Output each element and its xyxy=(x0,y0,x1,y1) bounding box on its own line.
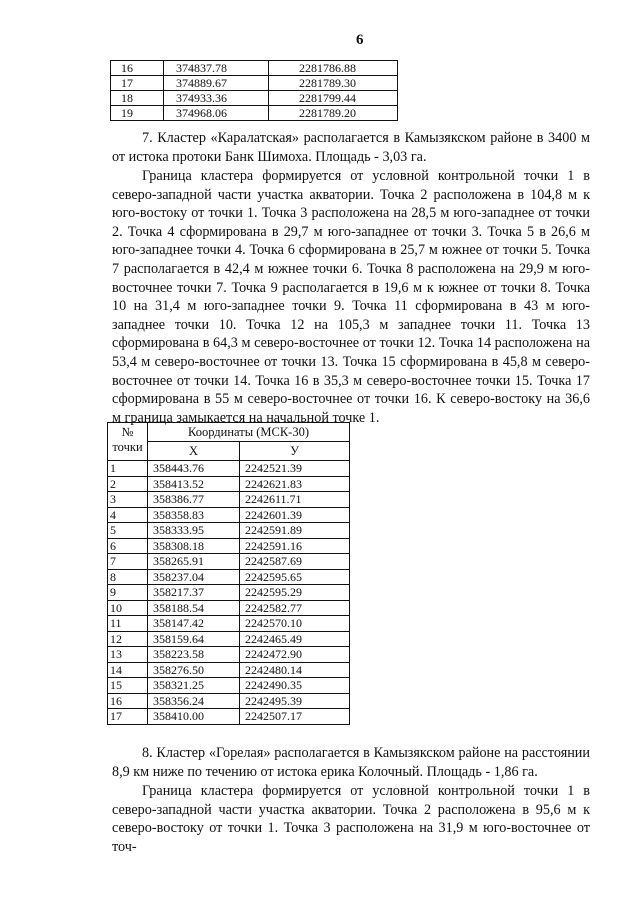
table-cell: 2281789.20 xyxy=(269,106,398,121)
table-cell: 358223.58 xyxy=(148,647,240,663)
table-row xyxy=(108,523,350,539)
table-cell: 19 xyxy=(111,106,164,121)
table-cell: 18 xyxy=(111,91,164,106)
table-cell: 17 xyxy=(108,709,148,725)
table-row xyxy=(111,61,398,76)
table-cell: 7 xyxy=(108,554,148,570)
table-cell: 2242591.16 xyxy=(240,538,350,554)
table-cell: 358265.91 xyxy=(148,554,240,570)
table-cell: 374933.36 xyxy=(164,91,269,106)
table-cell: 10 xyxy=(108,600,148,616)
table-row xyxy=(108,693,350,709)
table-cell: 17 xyxy=(111,76,164,91)
table-cell: 16 xyxy=(111,61,164,76)
table-row xyxy=(108,678,350,694)
cluster-8-description: Граница кластера формируется от условной контрольной точки 1 в северо-западной части участка акватории. Точка 2 расположена в 95,6 м к северо-востоку от точки 1. Точка 3 расположена на 31,9 м юго-восточнее от точ- xyxy=(112,783,590,855)
table-cell: 358308.18 xyxy=(148,538,240,554)
cluster-7-heading: 7. Кластер «Каралатская» располагается в Камызякском районе в 3400 м от истока протоки Банк Шимоха. Площадь - 3,03 га. xyxy=(112,130,590,165)
table-cell: 374837.78 xyxy=(164,61,269,76)
table-cell: 2242582.77 xyxy=(240,600,350,616)
coord-table-head xyxy=(108,423,350,461)
cluster-7-description: Граница кластера формируется от условной контрольной точки 1 в северо-западной части участка акватории. Точка 2 расположена в 104,8 м к юго-востоку от точки 1. Точка 3 расположена на 28,5 м юго-западнее от точки 2. Точка 4 сформирована в 29,7 м юго-западнее от точки 3. Точка 5 в 26,6 м юго-западнее точки 4. Точка 6 сформирована в 25,7 м южнее от точки 5. Точка 7 располагается в 42,4 м южнее точки 6. Точка 8 расположена на 29,9 м юго-восточнее точки 7. Точка 9 располагается в 19,6 м к южнее от точки 8. Точка 10 на 31,4 м юго-западнее точки 9. Точка 11 сформирована в 43 м юго-западнее точки 10. Точка 12 на 105,3 м западнее точки 11. Точка 13 сформирована в 64,3 м северо-восточнее от точки 12. Точка 14 расположена на 53,4 м северо-восточнее от точки 13. Точка 15 сформирована в 45,8 м северо-восточнее от точки 14. Точка 16 в 35,3 м северо-восточнее точки 15. Точка 17 сформирована в 55 м северо-восточнее от точки 16. К северо-востоку на 36,6 м граница замыкается на начальной точке 1. xyxy=(112,168,590,426)
table-row xyxy=(111,106,398,121)
table-cell: 5 xyxy=(108,523,148,539)
table-cell: 2242465.49 xyxy=(240,631,350,647)
table-cell: 358386.77 xyxy=(148,492,240,508)
table-cell: 6 xyxy=(108,538,148,554)
table-cell: 14 xyxy=(108,662,148,678)
table-cell: 2242595.29 xyxy=(240,585,350,601)
table-cell: 358321.25 xyxy=(148,678,240,694)
table-cell: 2242480.14 xyxy=(240,662,350,678)
table-row xyxy=(108,600,350,616)
table-cell: 358188.54 xyxy=(148,600,240,616)
table-row xyxy=(108,507,350,523)
table-row xyxy=(108,538,350,554)
table-cell: 2242507.17 xyxy=(240,709,350,725)
table-cell: 2242611.71 xyxy=(240,492,350,508)
table-cell: 15 xyxy=(108,678,148,694)
table-cell: 358333.95 xyxy=(148,523,240,539)
table-row xyxy=(108,616,350,632)
table-cell: 2242495.39 xyxy=(240,693,350,709)
table-row xyxy=(108,569,350,585)
table-cell: 374968.06 xyxy=(164,106,269,121)
header-coordinates: Координаты (МСК-30) xyxy=(148,423,350,442)
table-cell: 9 xyxy=(108,585,148,601)
table-cell: 2242472.90 xyxy=(240,647,350,663)
table-cell: 8 xyxy=(108,569,148,585)
table-row xyxy=(111,76,398,91)
table-row xyxy=(108,631,350,647)
table-cell: 2242570.10 xyxy=(240,616,350,632)
table-cell: 12 xyxy=(108,631,148,647)
page-number: 6 xyxy=(356,32,364,48)
coord-table-body xyxy=(108,461,350,725)
table-cell: 358356.24 xyxy=(148,693,240,709)
table-cell: 16 xyxy=(108,693,148,709)
top-coordinates-table xyxy=(110,60,398,121)
table-row xyxy=(108,461,350,477)
table-row xyxy=(108,585,350,601)
table-cell: 3 xyxy=(108,492,148,508)
table-cell: 358147.42 xyxy=(148,616,240,632)
table-cell: 13 xyxy=(108,647,148,663)
table-row xyxy=(108,709,350,725)
table-row xyxy=(111,91,398,106)
table-cell: 358237.04 xyxy=(148,569,240,585)
table-cell: 11 xyxy=(108,616,148,632)
table-cell: 2242595.65 xyxy=(240,569,350,585)
cluster-7-coordinates-table xyxy=(107,422,350,725)
table-cell: 2242490.35 xyxy=(240,678,350,694)
table-cell: 2242591.89 xyxy=(240,523,350,539)
cluster-8-heading: 8. Кластер «Горелая» располагается в Камызякском районе на расстоянии 8,9 км ниже по течению от истока ерика Колочный. Площадь - 1,86 га. xyxy=(112,745,590,780)
table-cell: 2281799.44 xyxy=(269,91,398,106)
header-x: Х xyxy=(148,442,240,461)
table-cell: 358159.64 xyxy=(148,631,240,647)
table-cell: 2242521.39 xyxy=(240,461,350,477)
table-cell: 358358.83 xyxy=(148,507,240,523)
table-row xyxy=(108,662,350,678)
table-cell: 358443.76 xyxy=(148,461,240,477)
table-cell: 2242621.83 xyxy=(240,476,350,492)
table-cell: 2242601.39 xyxy=(240,507,350,523)
table-cell: 4 xyxy=(108,507,148,523)
table-row xyxy=(108,554,350,570)
table-cell: 358410.00 xyxy=(148,709,240,725)
header-y: У xyxy=(240,442,350,461)
table-cell: 358276.50 xyxy=(148,662,240,678)
table-cell: 2242587.69 xyxy=(240,554,350,570)
table-cell: 2281786.88 xyxy=(269,61,398,76)
table-row xyxy=(108,476,350,492)
table-cell: 2 xyxy=(108,476,148,492)
table-row xyxy=(108,647,350,663)
table-cell: 358413.52 xyxy=(148,476,240,492)
table-cell: 358217.37 xyxy=(148,585,240,601)
table-row xyxy=(108,492,350,508)
table-cell: 2281789.30 xyxy=(269,76,398,91)
top-table-body xyxy=(111,61,398,121)
header-point-number: № точки xyxy=(108,423,148,461)
table-cell: 1 xyxy=(108,461,148,477)
table-cell: 374889.67 xyxy=(164,76,269,91)
